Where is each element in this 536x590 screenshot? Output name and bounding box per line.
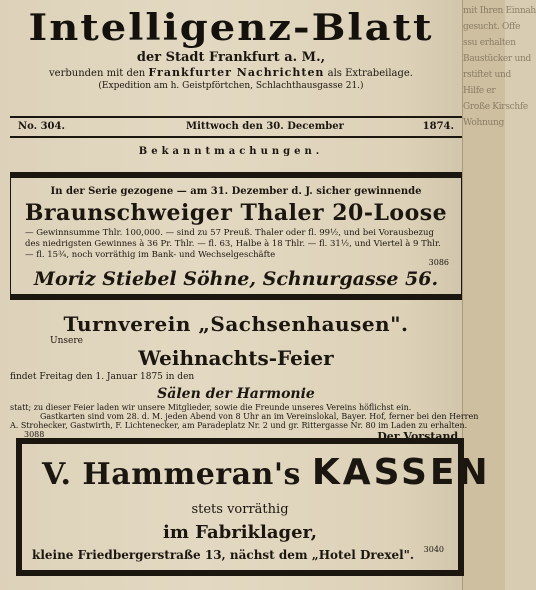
newspaper-title: Intelligenz-Blatt	[28, 5, 434, 50]
newspaper-affiliation: verbunden mit den Frankfurter Nachrichten als Extrabeilage.	[49, 66, 413, 79]
ad-text: stets vorräthig	[191, 502, 289, 517]
advertisement-lottery	[10, 172, 462, 300]
dateline	[10, 116, 462, 138]
ghost-line: Baustücker und	[463, 54, 531, 64]
ad-number: 3086	[428, 258, 449, 267]
ad-text-line: des niedrigsten Gewinnes à 36 Pr. Thlr. — fl. 63, Halbe à 18 Thlr. — fl. 31½, und Viertel à 9 Thlr.	[25, 239, 441, 249]
ad-number: 3040	[423, 545, 444, 554]
newspaper-expedition: (Expedition am h. Geistpförtchen, Schlachthausgasse 21.)	[98, 81, 364, 91]
ghost-line: ssu erhalten	[463, 38, 516, 48]
ad-text-line: Gastkarten sind vom 28. d. M. jeden Abend von 8 Uhr an im Vereinslokal, Bayer. Hof, ferner bei den Herren	[40, 412, 479, 421]
ad-text-line: A. Strohecker, Gastwirth, F. Lichtenecker, am Paradeplatz Nr. 2 und gr. Rittergasse Nr. 80 im Laden zu erhalten.	[10, 421, 468, 430]
ghost-line: Wohnung	[463, 118, 504, 128]
section-heading: Bekanntmachungen.	[138, 146, 324, 157]
ad-address: kleine Friedbergerstraße 13, nächst dem „Hotel Drexel".	[32, 548, 415, 562]
ghost-line: gesucht. Offe	[463, 22, 521, 32]
ad-headline: Braunschweiger Thaler 20-Loose	[24, 200, 448, 226]
event-venue: Sälen der Harmonie	[157, 386, 315, 402]
ad-headline: V. Hammeran's KASSEN	[42, 452, 491, 493]
ghost-line: rstiftet und	[463, 70, 511, 80]
issue-number: No. 304.	[18, 121, 65, 132]
ghost-line: mit Ihren Einnah	[463, 6, 536, 16]
ad-intro: In der Serie gezogene — am 31. Dezember d. J. sicher gewinnende	[50, 186, 422, 197]
ad-location: im Fabriklager,	[163, 522, 317, 543]
newspaper-subtitle: der Stadt Frankfurt a. M.,	[136, 50, 326, 65]
issue-year: 1874.	[422, 121, 454, 132]
ad-firm-name: Moriz Stiebel Söhne, Schnurgasse 56.	[33, 268, 439, 290]
ghost-line: Große Kirschfe	[463, 102, 528, 112]
issue-date: Mittwoch den 30. December	[186, 121, 344, 132]
event-title: Weihnachts-Feier	[138, 346, 334, 370]
event-date: findet Freitag den 1. Januar 1875 in den	[10, 372, 195, 382]
adjacent-page-edge	[462, 0, 536, 590]
advertisement-safes	[16, 438, 491, 576]
ad-headline: Turnverein „Sachsenhausen".	[63, 312, 409, 336]
ad-text: Unsere	[50, 336, 83, 346]
ad-signature: Der Vorstand.	[377, 430, 462, 443]
ghost-line: Hilfe er	[463, 86, 496, 96]
ad-number: 3088	[24, 430, 45, 439]
ad-text-line: — fl. 15¾, noch vorräthig im Bank- und Wechselgeschäfte	[25, 250, 276, 260]
masthead	[0, 6, 462, 91]
ad-text-line: statt; zu dieser Feier laden wir unsere Mitglieder, sowie die Freunde unseres Vereins höflichst ein.	[10, 403, 412, 412]
advertisement-turnverein	[10, 306, 479, 443]
ad-text-line: — Gewinnsumme Thlr. 100,000. — sind zu 57 Preuß. Thaler oder fl. 99½, und bei Vorausbezug	[25, 228, 434, 238]
